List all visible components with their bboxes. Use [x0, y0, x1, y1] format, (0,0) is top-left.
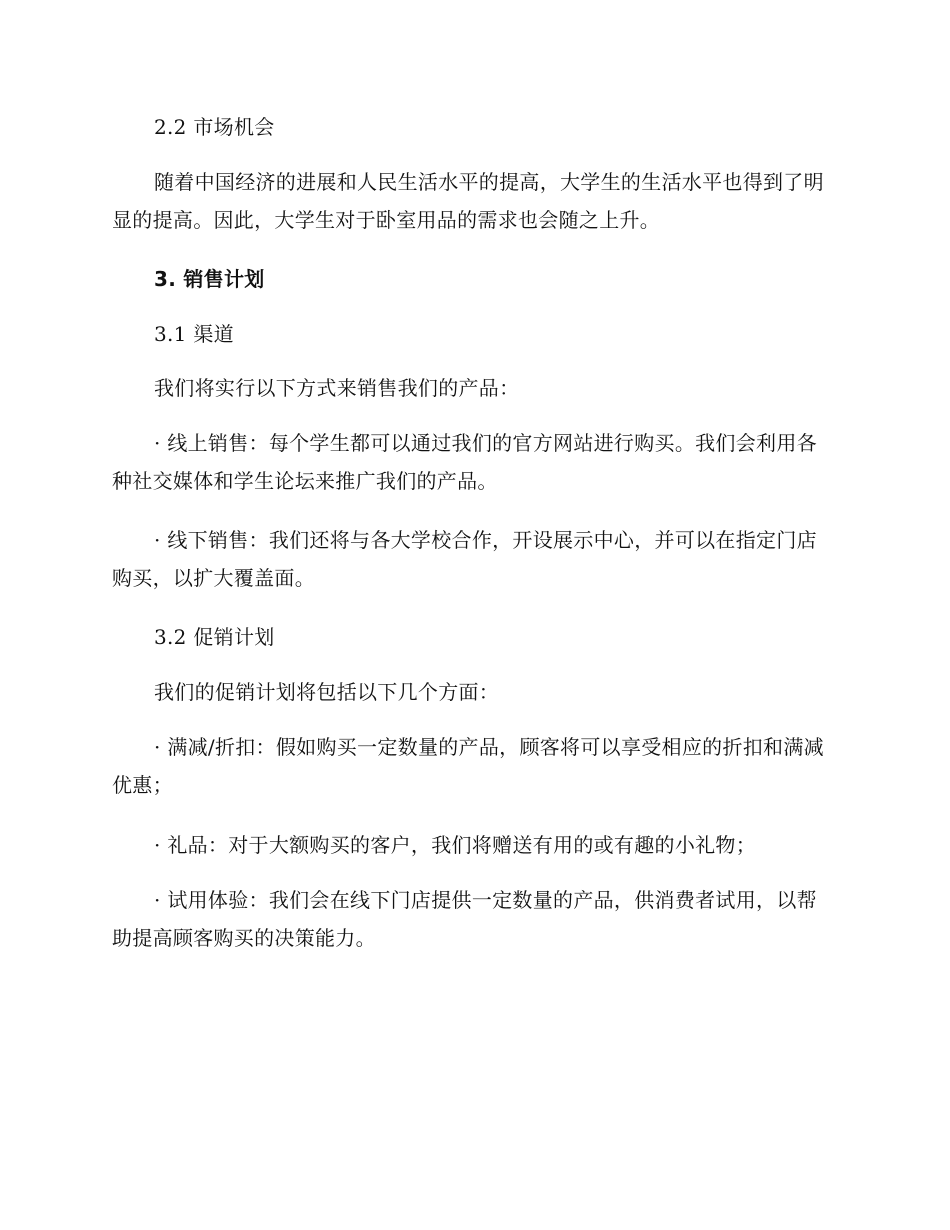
section-3-1-item-online: · 线上销售：每个学生都可以通过我们的官方网站进行购买。我们会利用各种社交媒体和学生论坛来推广我们的产品。 [112, 431, 817, 493]
section-2-2-heading: 2.2 市场机会 [154, 115, 275, 139]
section-3-2-heading: 3.2 促销计划 [154, 625, 275, 649]
section-3-2-item-gift: · 礼品：对于大额购买的客户，我们将赠送有用的或有趣的小礼物； [154, 833, 757, 857]
section-3-1-intro: 我们将实行以下方式来销售我们的产品： [154, 376, 520, 400]
section-3-2-intro: 我们的促销计划将包括以下几个方面： [154, 680, 500, 704]
section-2-2-body: 随着中国经济的进展和人民生活水平的提高，大学生的生活水平也得到了明显的提高。因此，大学生对于卧室用品的需求也会随之上升。 [112, 170, 824, 232]
section-3-2-item-discount: · 满减/折扣：假如购买一定数量的产品，顾客将可以享受相应的折扣和满减优惠； [112, 735, 824, 797]
section-3-2-item-trial: · 试用体验：我们会在线下门店提供一定数量的产品，供消费者试用，以帮助提高顾客购买的决策能力。 [112, 888, 817, 950]
section-3-1-item-offline: · 线下销售：我们还将与各大学校合作，开设展示中心，并可以在指定门店购买，以扩大覆盖面。 [112, 528, 817, 590]
section-3-heading: 3. 销售计划 [154, 267, 265, 291]
section-3-1-heading: 3.1 渠道 [154, 322, 234, 346]
